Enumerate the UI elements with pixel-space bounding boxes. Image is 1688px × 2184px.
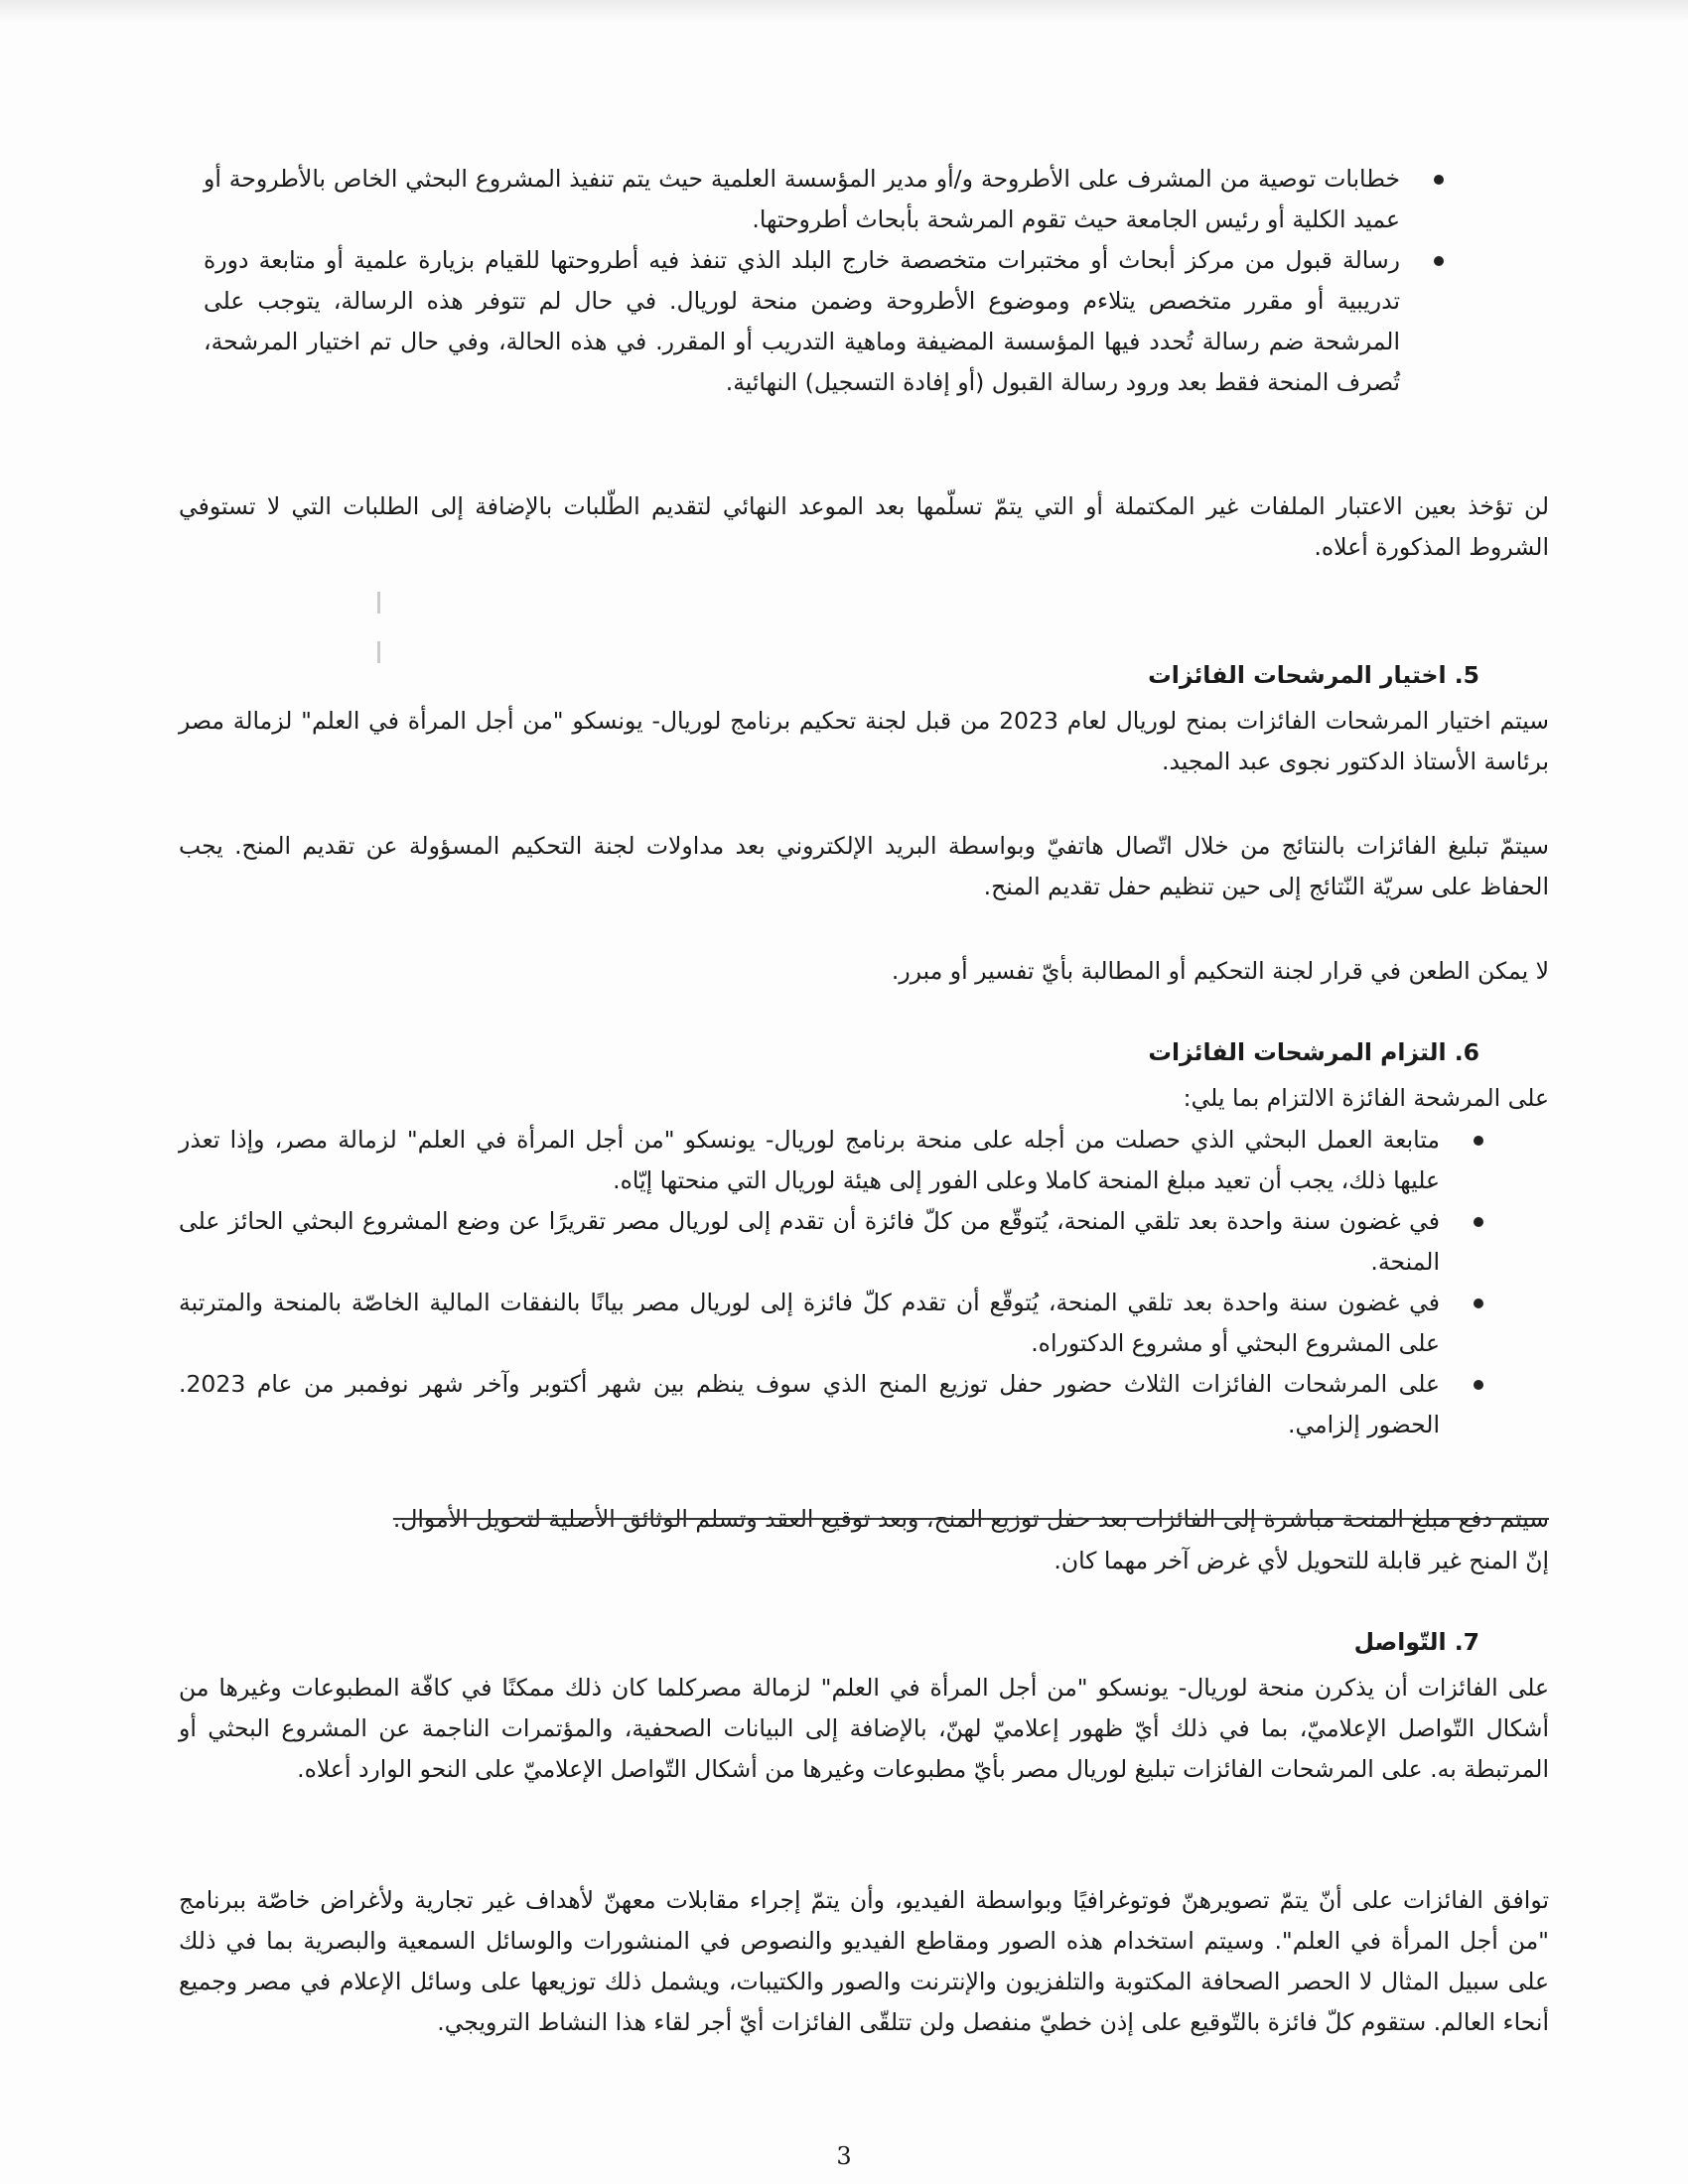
- bullet-icon: [1474, 1298, 1483, 1308]
- page-number: 3: [836, 2142, 852, 2170]
- list-item: [179, 1364, 1440, 1445]
- section-7-media-consent: توافق الفائزات على أنّ يتمّ تصويرهنّ فوتوغرافيًا وبواسطة الفيديو، وأن يتمّ إجراء مقابلات معهنّ لأهداف غير تجارية ولأغراض خاصّة ببرنامج "من أجل المرأة في العلم". وسيتم استخدام هذه الصور ومقاطع الفيديو والنصوص في المنشورات والوسائل السمعية والبصرية بما في ذلك على سبيل المثال لا الحصر الصحافة المكتوبة والتلفزيون والإنترنت والصور والكتيبات، ويشمل ذلك توزيعها على وسائل الإعلام في مصر وجميع أنحاء العالم. ستقوم كلّ فائزة بالتّوقيع على إذن خطيّ منفصل ولن تتلقّى الفائزات أيّ أجر لقاء هذا النشاط الترويجي.: [179, 1886, 1549, 2036]
- scan-mark: [377, 592, 380, 614]
- obligations-list: [179, 1120, 1440, 1445]
- scan-shadow: [0, 0, 1688, 22]
- section-7-heading: 7. التّواصل: [1353, 1628, 1479, 1656]
- list-item-text: في غضون سنة واحدة بعد تلقي المنحة، يُتوقّع من كلّ فائزة أن تقدم إلى لوريال مصر تقريرًا عن وضع المشروع البحثي الحائز على المنحة.: [179, 1207, 1440, 1276]
- list-item: [179, 1201, 1440, 1283]
- list-item: [179, 1283, 1440, 1364]
- bullet-icon: [1474, 1136, 1483, 1146]
- section-5-notification: سيتمّ تبليغ الفائزات بالنتائج من خلال اتّصال هاتفيّ وبواسطة البريد الإلكتروني بعد مداولات لجنة التحكيم المسؤولة عن تقديم المنح. يجب الحفاظ على سريّة النّتائج إلى حين تنظيم حفل تقديم المنح.: [179, 832, 1549, 900]
- list-item: [179, 1120, 1440, 1201]
- bullet-icon: [1434, 175, 1444, 185]
- section-7-mention: على الفائزات أن يذكرن منحة لوريال- يونسكو "من أجل المرأة في العلم" لزمالة مصركلما كان ذلك ممكنًا في كافّة المطبوعات وغيرها من أشكال التّواصل الإعلاميّ، بما في ذلك أيّ ظهور إعلاميّ لهنّ، بالإضافة إلى البيانات الصحفية، والمؤتمرات الناجمة عن المشروع البحثي أو المرتبطة به. على المرشحات الفائزات تبليغ لوريال مصر بأيّ مطبوعات وغيرها من أشكال التّواصل الإعلاميّ على النحو الوارد أعلاه.: [179, 1674, 1549, 1783]
- list-item-text: خطابات توصية من المشرف على الأطروحة و/أو مدير المؤسسة العلمية حيث يتم تنفيذ المشروع البحثي الخاص بالأطروحة أو عميد الكلية أو رئيس الجامعة حيث تقوم المرشحة بأبحاث أطروحتها.: [204, 165, 1400, 233]
- section-5-heading: 5. اختيار المرشحات الفائزات: [1148, 661, 1479, 689]
- incomplete-files-note: لن تؤخذ بعين الاعتبار الملفات غير المكتملة أو التي يتمّ تسلّمها بعد الموعد النهائي لتقديم الطّلبات بالإضافة إلى الطلبات التي لا تستوفي الشروط المذكورة أعلاه.: [179, 492, 1549, 561]
- list-item-text: متابعة العمل البحثي الذي حصلت من أجله على منحة برنامج لوريال- يونسكو "من أجل المرأة في العلم" لزمالة مصر، وإذا تعذر عليها ذلك، يجب أن تعيد مبلغ المنحة كاملا وعلى الفور إلى هيئة لوريال التي منحتها إيّاه.: [179, 1126, 1440, 1194]
- list-item-text: في غضون سنة واحدة بعد تلقي المنحة، يُتوقّع أن تقدم كلّ فائزة إلى لوريال مصر بيانًا بالنفقات المالية الخاصّة بالمنحة والمترتبة على المشروع البحثي أو مشروع الدكتوراه.: [179, 1289, 1440, 1357]
- section-6-heading: 6. التزام المرشحات الفائزات: [1148, 1038, 1479, 1066]
- section-6-intro: على المرشحة الفائزة الالتزام بما يلي:: [1183, 1084, 1549, 1112]
- bullet-icon: [1474, 1380, 1483, 1390]
- bullet-icon: [1434, 256, 1444, 266]
- section-5-no-appeal: لا يمكن الطعن في قرار لجنة التحكيم أو المطالبة بأيّ تفسير أو مبرر.: [891, 957, 1549, 985]
- list-item-text: على المرشحات الفائزات الثلاث حضور حفل توزيع المنح الذي سوف ينظم بين شهر أكتوبر وآخر شهر نوفمبر من عام 2023. الحضور إلزامي.: [179, 1370, 1440, 1438]
- bullet-icon: [1474, 1217, 1483, 1227]
- section-5-selection: سيتم اختيار المرشحات الفائزات بمنح لوريال لعام 2023 من قبل لجنة تحكيم برنامج لوريال- يونسكو "من أجل المرأة في العلم" لزمالة مصر برئاسة الأستاذ الدكتور نجوى عبد المجيد.: [179, 707, 1549, 775]
- list-item: [204, 240, 1400, 403]
- list-item-text: رسالة قبول من مركز أبحاث أو مختبرات متخصصة خارج البلد الذي تنفذ فيه أطروحتها للقيام بزيارة علمية أو متابعة دورة تدريبية أو مقرر متخصص يتلاءم وموضوع الأطروحة وضمن منحة لوريال. في حال لم تتوفر هذه الرسالة، يتوجب على المرشحة ضم رسالة تُحدد فيها المؤسسة المضيفة وماهية التدريب أو المقرر. في هذه الحالة، وفي حال تم اختيار المرشحة، تُصرف المنحة فقط بعد ورود رسالة القبول (أو إفادة التسجيل) النهائية.: [204, 246, 1400, 396]
- list-item: [204, 159, 1400, 240]
- non-transferable-note: إنّ المنح غير قابلة للتحويل لأي غرض آخر مهما كان.: [1054, 1547, 1549, 1574]
- struck-payment-note: سيتم دفع مبلغ المنحة مباشرة إلى الفائزات بعد حفل توزيع المنح، وبعد توقيع العقد وتسلم الوثائق الأصلية لتحويل الأموال.: [392, 1505, 1549, 1533]
- requirements-list: [204, 159, 1400, 403]
